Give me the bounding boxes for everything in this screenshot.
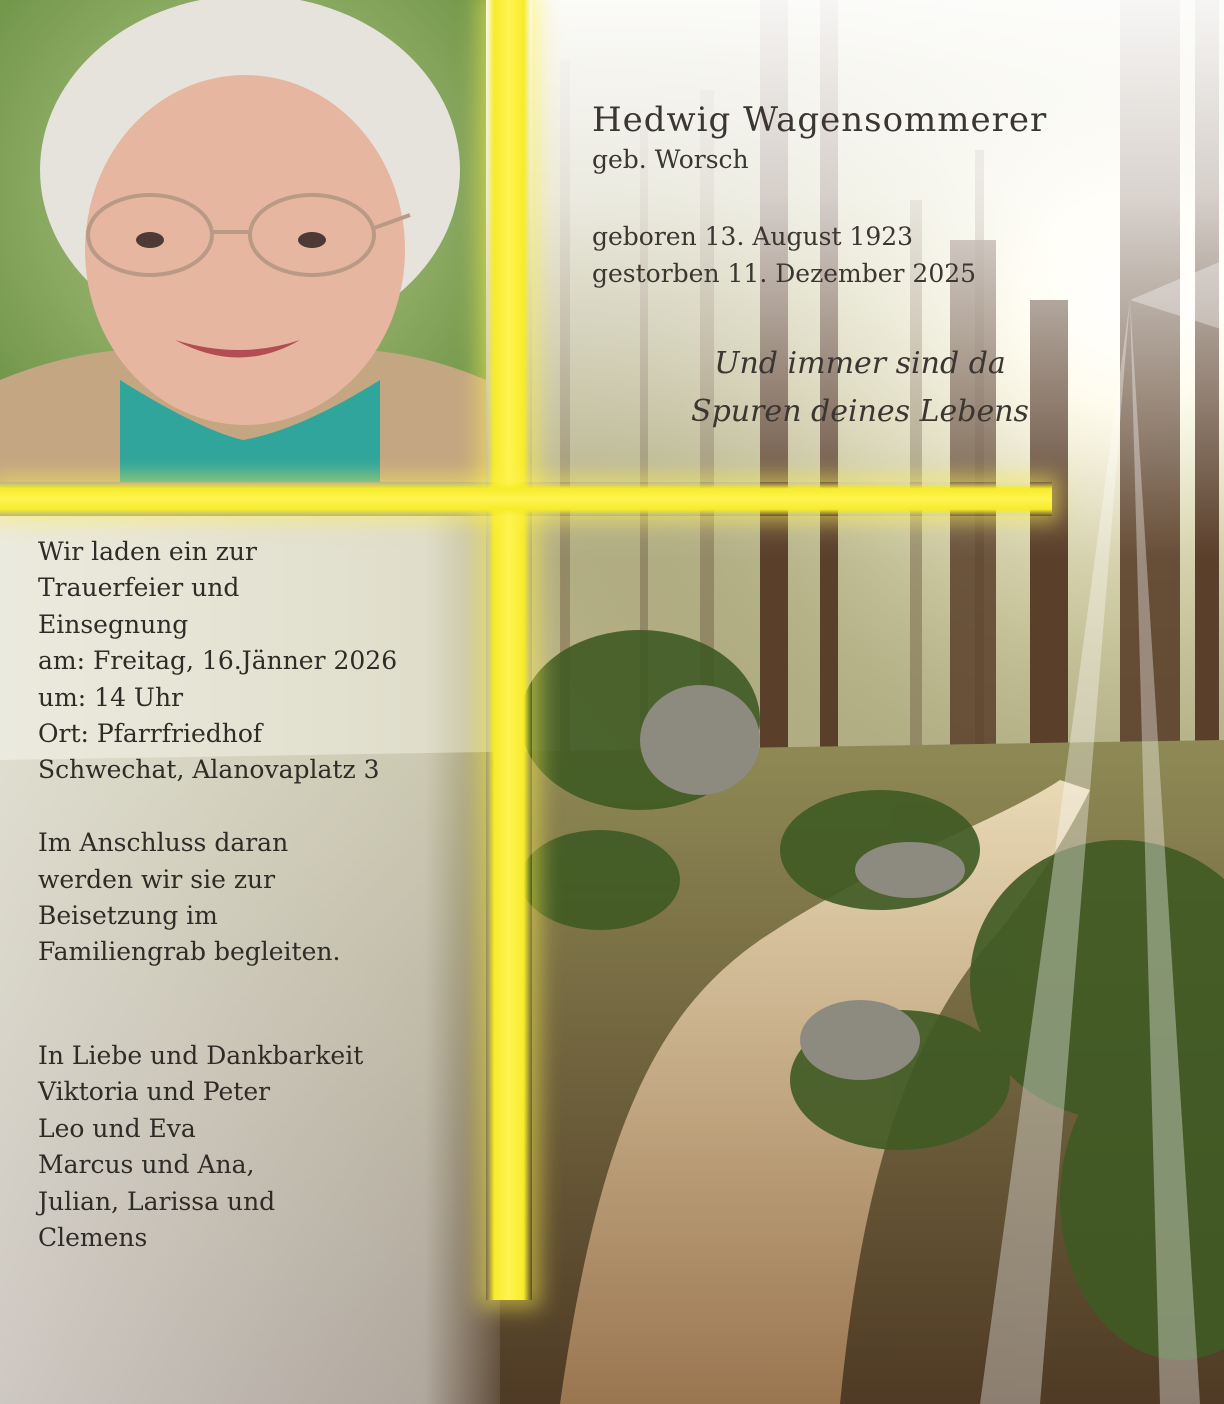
invitation-address: Schwechat, Alanovaplatz 3 [38,755,380,785]
portrait-photo [0,0,486,482]
spacer [38,789,478,825]
cross-horizontal-beam [0,482,1052,516]
invitation-date: am: Freitag, 16.Jänner 2026 [38,646,398,676]
quote-line: Und immer sind da [714,346,1006,381]
invitation-location: Ort: Pfarrfriedhof [38,719,263,749]
family-line: Marcus und Ana, [38,1150,255,1180]
family-line: Leo und Eva [38,1113,196,1143]
family-line: In Liebe und Dankbarkeit [38,1041,364,1070]
invitation-line: Trauerfeier und [38,573,240,603]
burial-note-line: Familiengrab begleiten. [38,937,341,967]
family-line: Julian, Larissa und [38,1186,276,1216]
invitation-time: um: 14 Uhr [38,682,184,712]
cross-vertical-beam [486,0,532,1300]
burial-note-line: werden wir sie zur [38,864,276,894]
family-signature [38,1038,478,1256]
family-line: Clemens [38,1223,148,1253]
invitation-line: Einsegnung [38,609,189,639]
memorial-quote [640,340,1080,436]
death-date: gestorben 11. Dezember 2025 [592,259,977,288]
quote-line: Spuren deines Lebens [691,394,1029,429]
burial-note-line: Im Anschluss daran [38,828,289,858]
life-dates [592,218,976,292]
deceased-name: Hedwig Wagensommerer [592,100,1048,140]
birth-date: geboren 13. August 1923 [592,222,914,251]
funeral-invitation [38,534,478,971]
burial-note-line: Beisetzung im [38,901,218,931]
maiden-name: geb. Worsch [592,145,749,174]
family-line: Viktoria und Peter [38,1077,271,1107]
invitation-line: Wir laden ein zur [38,537,257,566]
